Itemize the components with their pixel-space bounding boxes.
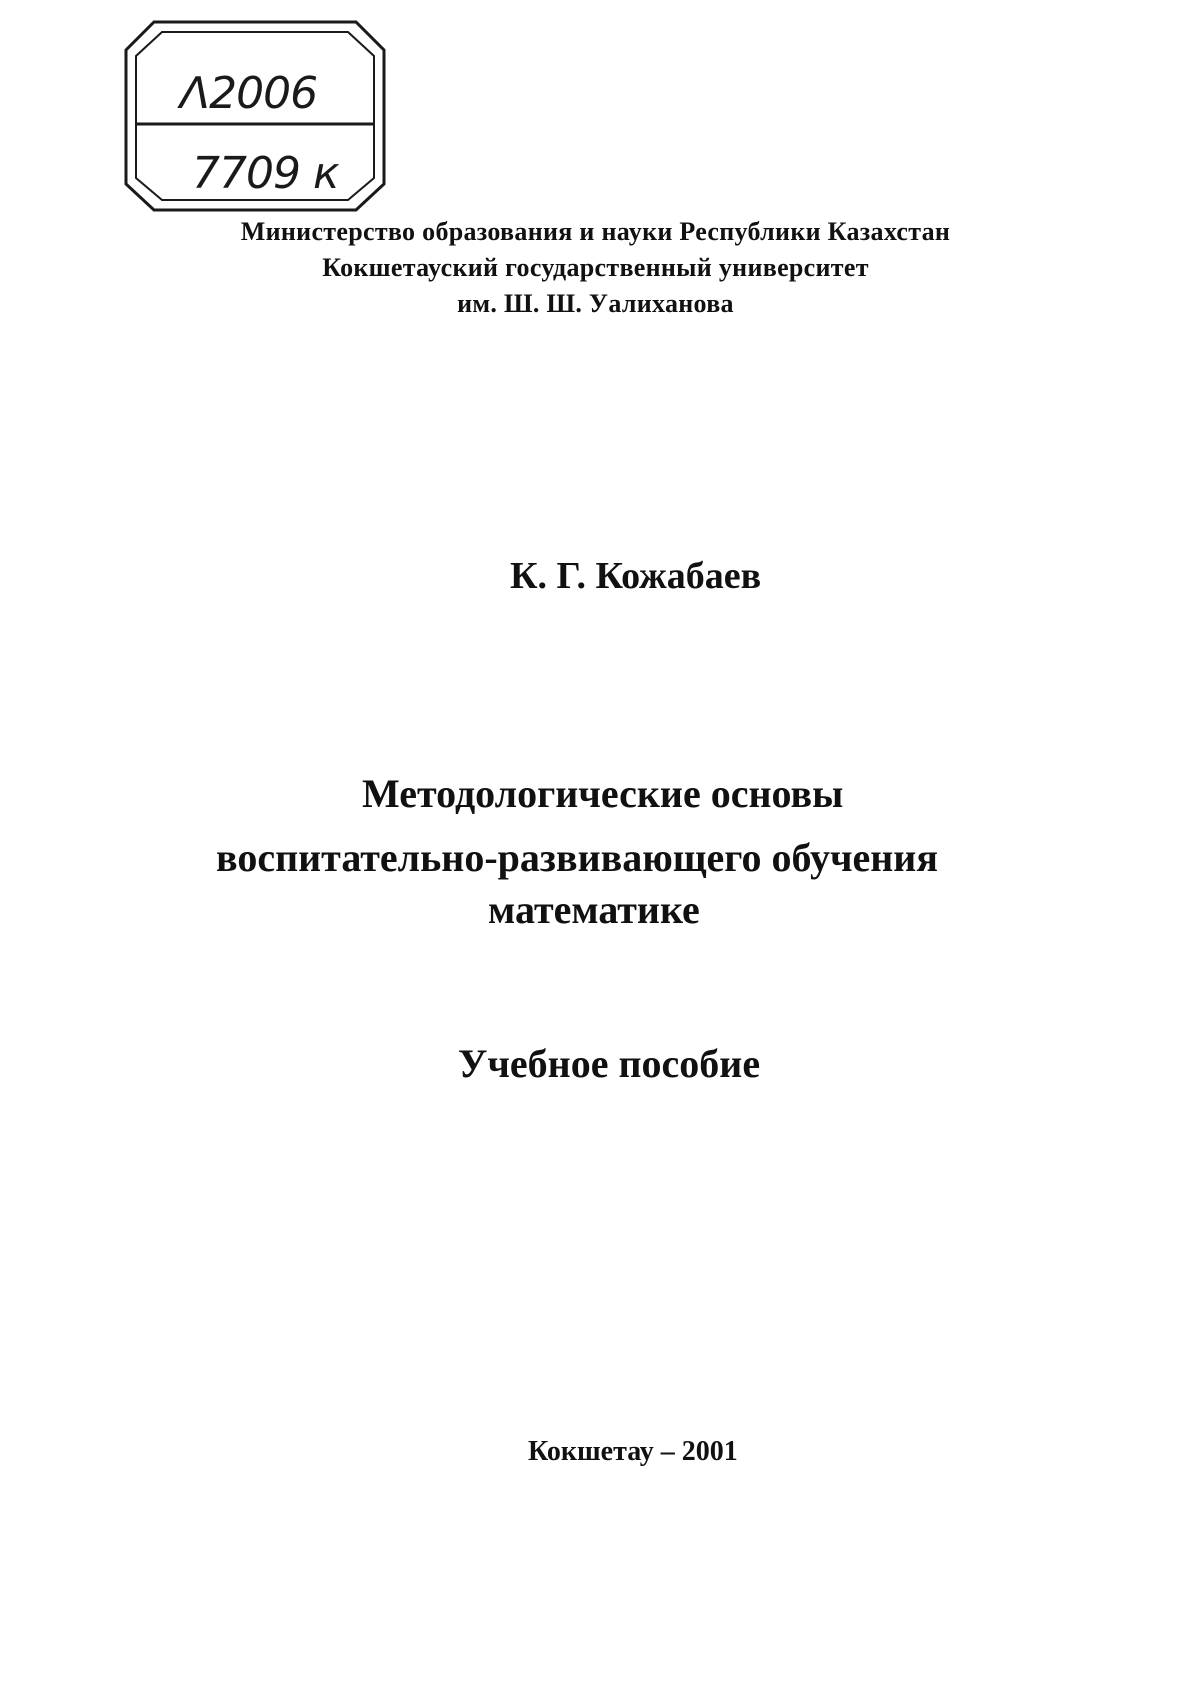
ministry-line: Министерство образования и науки Республики Казахстан xyxy=(240,217,951,246)
imprint-place-year: Кокшетау – 2001 xyxy=(528,1436,738,1467)
stamp-inventory-number: 7709 к xyxy=(192,148,339,199)
named-after-line: им. Ш. Ш. Уалиханова xyxy=(457,289,734,318)
stamp-accession-number: Λ2006 xyxy=(180,68,318,119)
title-line-2: воспитательно-развивающего обучения xyxy=(216,835,938,880)
author-name: К. Г. Кожабаев xyxy=(510,555,762,597)
title-line-3: математике xyxy=(488,887,700,932)
library-stamp xyxy=(122,18,388,214)
title-line-1: Методологические основы xyxy=(362,771,844,816)
university-line: Кокшетауский государственный университет xyxy=(322,253,869,282)
institution-header xyxy=(0,214,1191,322)
document-type: Учебное пособие xyxy=(458,1041,761,1086)
